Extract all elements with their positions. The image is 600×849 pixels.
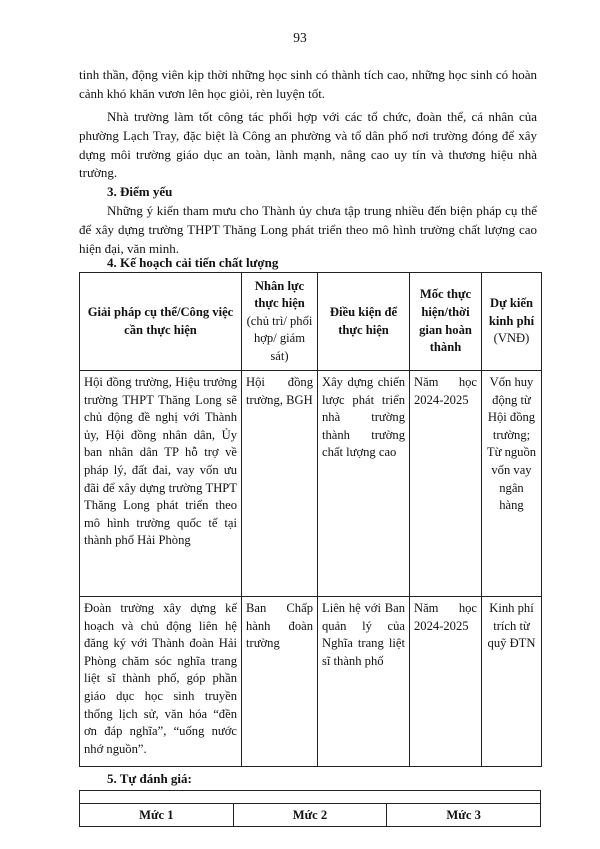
table-row (80, 597, 542, 767)
self-evaluation-table (79, 790, 541, 827)
paragraph-coordination: Nhà trường làm tốt công tác phối hợp với các tổ chức, đoàn thể, cá nhân của phường Lạch Tray, đặc biệt là Công an phường và tổ dân phố nơi trường đóng để xây dựng môi trường giáo dục an toàn, lành mạnh, nâng cao uy tín và thương hiệu nhà trường. (79, 109, 537, 181)
cell-solution: Hội đồng trường, Hiệu trưởng trường THPT Thăng Long sẽ chủ động đề nghị với Thành ủy, Hội đồng nhân dân, Ủy ban nhân dân TP hỗ trợ về pháp lý, đất đai, vay vốn ưu đãi để xây dựng trường THPT Thăng Long phát triển theo mô hình trường quốc tế tại thành phố Hải Phòng (80, 371, 242, 597)
cell-conditions: Xây dựng chiến lược phát triển nhà trường thành trường chất lượng cao (318, 371, 410, 597)
header-staff: Nhân lực thực hiện (chủ trì/ phối hợp/ giám sát) (242, 273, 318, 371)
page-number: 93 (293, 30, 307, 45)
paragraph-reward-support: tinh thần, động viên kịp thời những học sinh có thành tích cao, những học sinh có hoàn cảnh khó khăn vươn lên học giỏi, rèn luyện tốt. (79, 67, 537, 101)
level-2: Mức 2 (233, 804, 387, 827)
cell-budget: Vốn huy động từ Hội đồng trường; Từ nguồn vốn vay ngân hàng (482, 371, 542, 597)
header-timeline: Mốc thực hiện/thời gian hoàn thành (410, 273, 482, 371)
cell-timeline: Năm học 2024-2025 (410, 597, 482, 767)
cell-conditions: Liên hệ với Ban quản lý của Nghĩa trang liệt sĩ thành phố (318, 597, 410, 767)
paragraph-weakness: Những ý kiến tham mưu cho Thành ủy chưa tập trung nhiều đến biện pháp cụ thể để xây dựng trường THPT Thăng Long phát triển theo mô hình trường chất lượng cao hiện đại, văn minh. (79, 203, 537, 256)
header-staff-sub: (chủ trì/ phối hợp/ giám sát) (246, 313, 313, 363)
heading-improvement-plan: 4. Kế hoạch cải tiến chất lượng (107, 255, 279, 270)
cell-budget: Kinh phí trích từ quỹ ĐTN (482, 597, 542, 767)
cell-solution: Đoàn trường xây dựng kế hoạch và chủ động liên hệ đăng ký với Thành đoàn Hải Phòng chăm sóc nghĩa trang liệt sĩ thành phố, góp phần giáo dục học sinh truyền thống lịch sử, văn hóa “đền ơn đáp nghĩa”, “uống nước nhớ nguồn”. (80, 597, 242, 767)
header-solution: Giải pháp cụ thể/Công việc cần thực hiện (80, 273, 242, 371)
levels-blank-row (80, 791, 541, 804)
cell-timeline: Năm học 2024-2025 (410, 371, 482, 597)
table-row (80, 371, 542, 597)
header-conditions: Điều kiện để thực hiện (318, 273, 410, 371)
heading-weakness: 3. Điểm yếu (107, 184, 173, 199)
level-3: Mức 3 (387, 804, 541, 827)
levels-row (80, 804, 541, 827)
level-1: Mức 1 (80, 804, 234, 827)
heading-self-evaluation: 5. Tự đánh giá: (107, 771, 192, 786)
improvement-plan-table (79, 272, 542, 767)
cell-staff: Ban Chấp hành đoàn trường (242, 597, 318, 767)
header-budget: Dự kiến kinh phí (VNĐ) (482, 273, 542, 371)
cell-staff: Hội đồng trường, BGH (242, 371, 318, 597)
levels-blank-cell (80, 791, 541, 804)
header-budget-sub: (VNĐ) (493, 331, 530, 346)
table-header-row (80, 273, 542, 371)
